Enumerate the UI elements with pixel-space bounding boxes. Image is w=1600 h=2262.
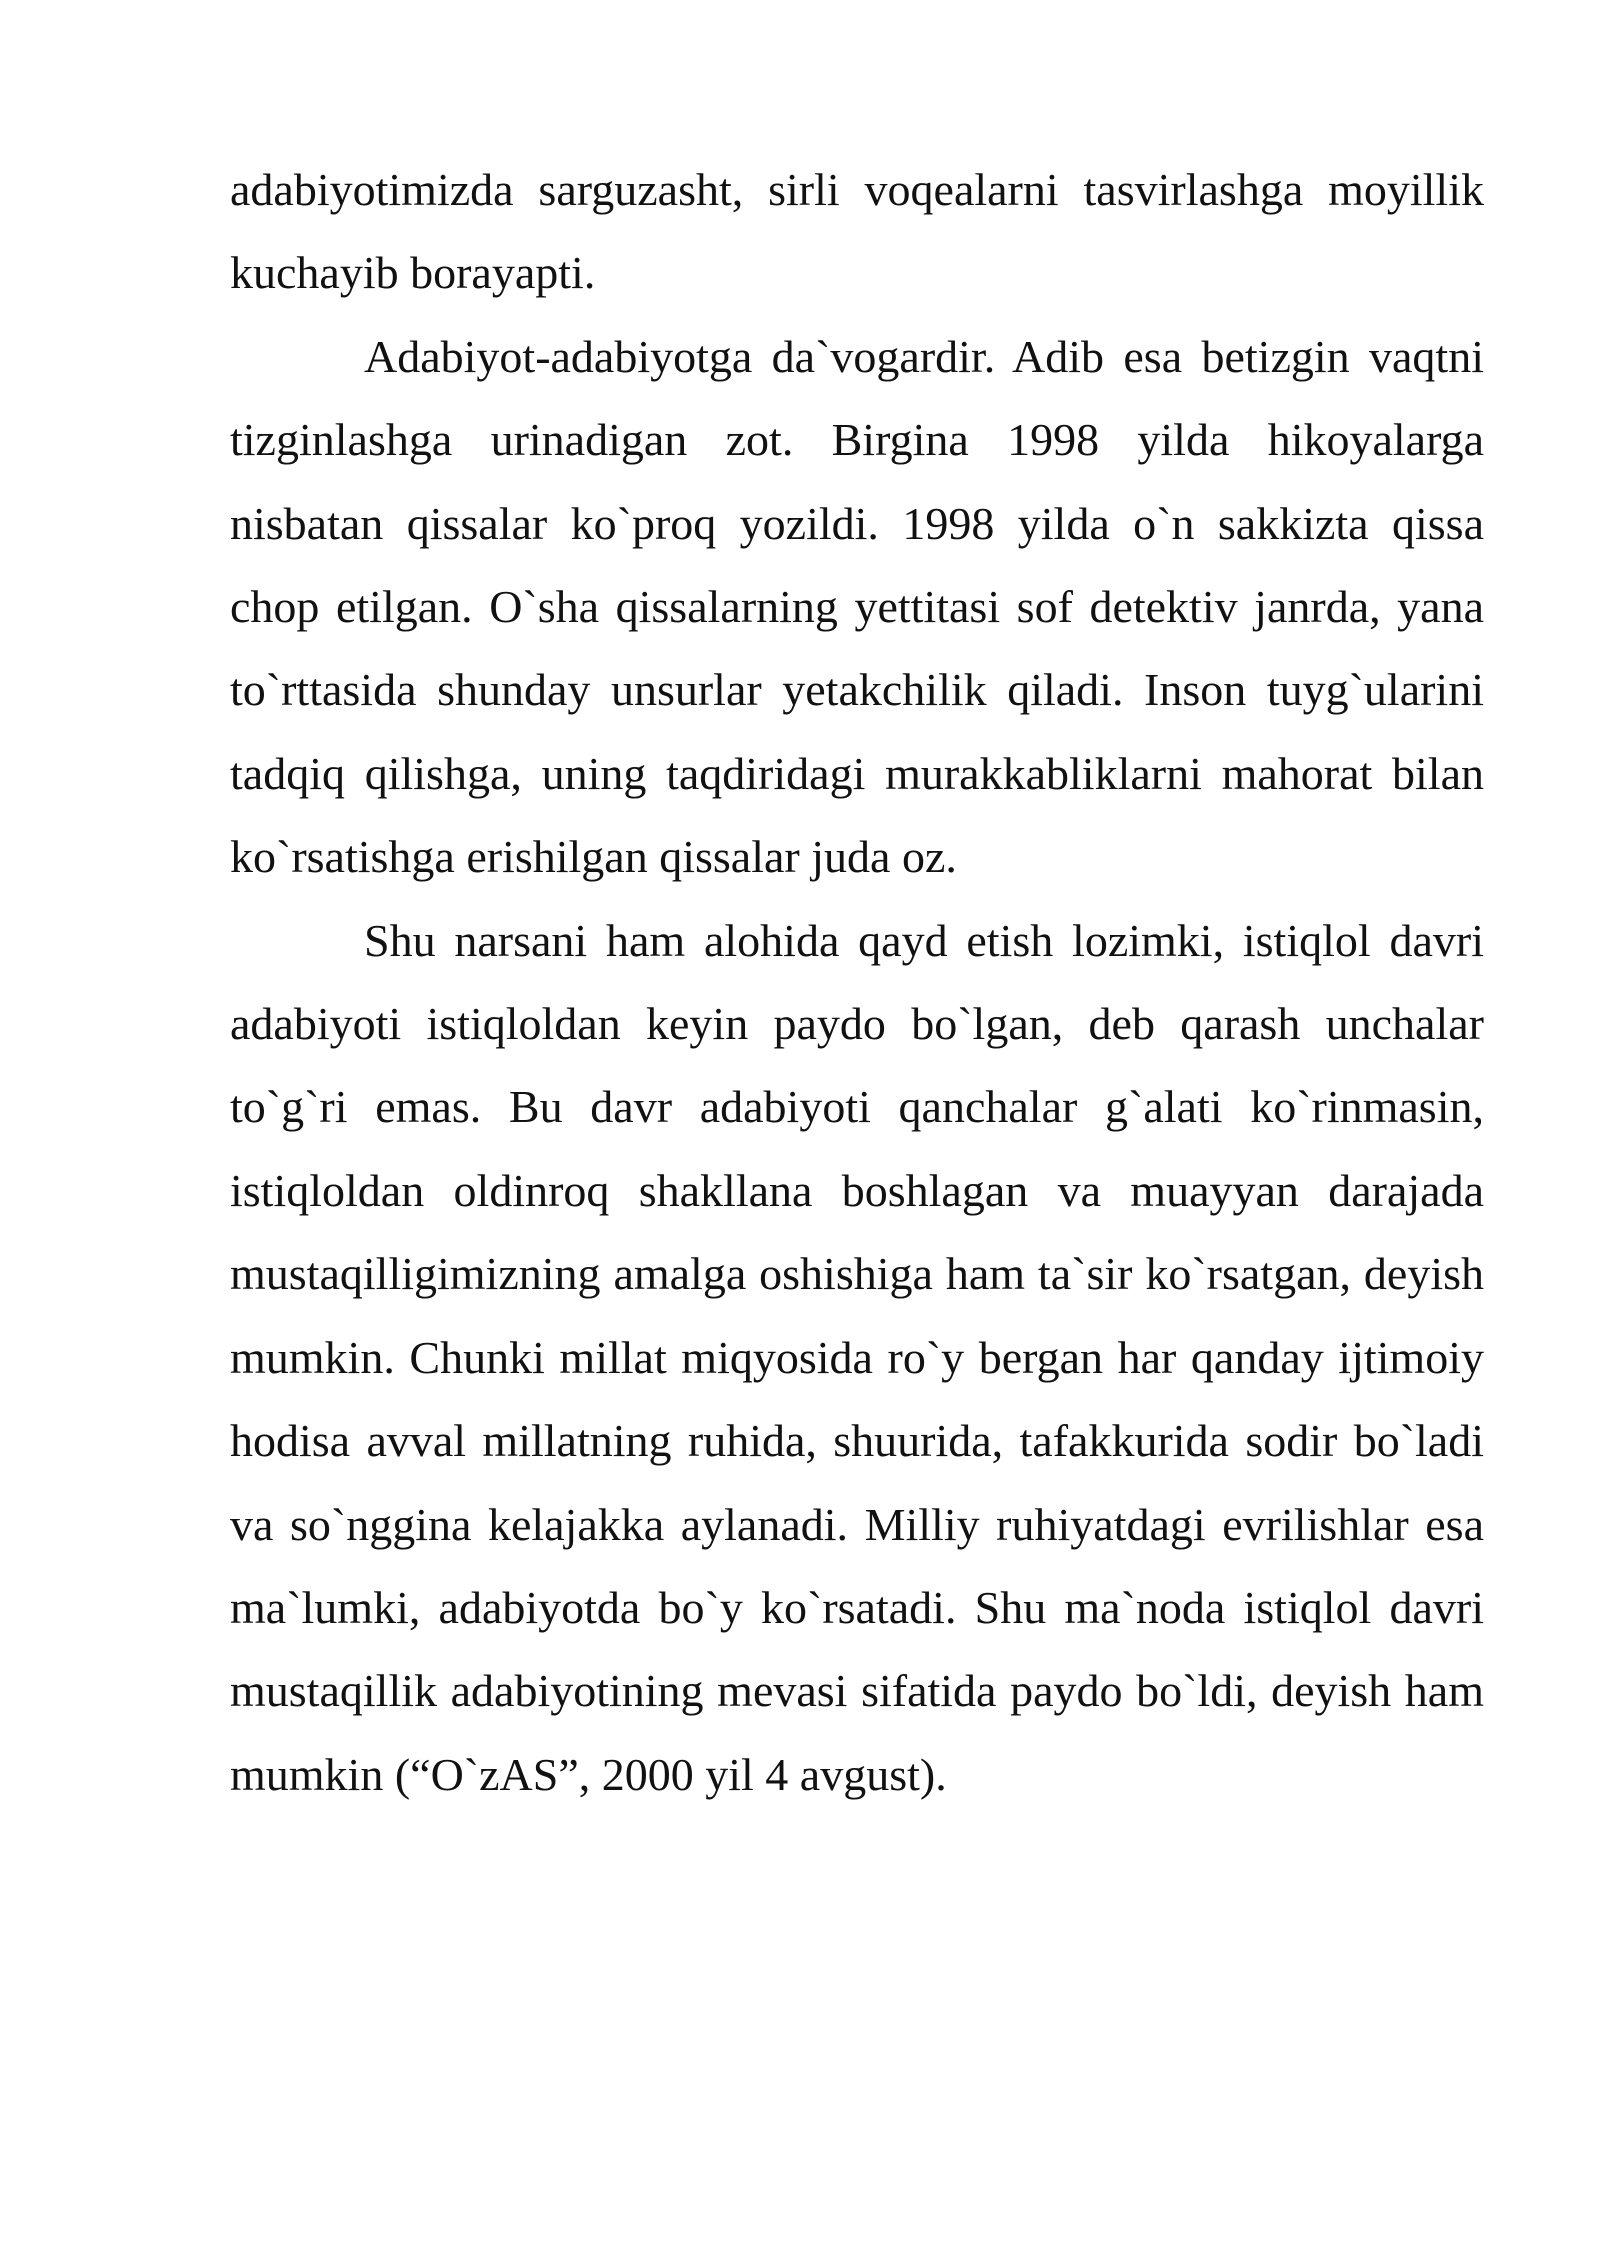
document-body — [230, 148, 1484, 1816]
paragraph-3: Shu narsani ham alohida qayd etish lozimki, istiqlol davri adabiyoti istiqloldan keyin paydo bo`lgan, deb qarash unchalar to`g`ri emas. Bu davr adabiyoti qanchalar g`alati ko`rinmasin, istiqloldan oldinroq shakllana boshlagan va muayyan darajada mustaqilligimizning amalga oshishiga ham ta`sir ko`rsatgan, deyish mumkin. Chunki millat miqyosida ro`y bergan har qanday ijtimoiy hodisa avval millatning ruhida, shuurida, tafakkurida sodir bo`ladi va so`nggina kelajakka aylanadi. Milliy ruhiyatdagi evrilishlar esa ma`lumki, adabiyotda bo`y ko`rsatadi. Shu ma`noda istiqlol davri mustaqillik adabiyotining mevasi sifatida paydo bo`ldi, deyish ham mumkin (“O`zAS”, 2000 yil 4 avgust). — [230, 914, 1484, 1800]
paragraph-2: Adabiyot-adabiyotga da`vogardir. Adib esa betizgin vaqtni tizginlashga urinadigan zot. Birgina 1998 yilda hikoyalarga nisbatan qissalar ko`proq yozildi. 1998 yilda o`n sakkizta qissa chop etilgan. O`sha qissalarning yettitasi sof detektiv janrda, yana to`rttasida shunday unsurlar yetakchilik qiladi. Inson tuyg`ularini tadqiq qilishga, uning taqdiridagi murakkabliklarni mahorat bilan ko`rsatishga erishilgan qissalar juda oz. — [230, 330, 1484, 883]
paragraph-1: adabiyotimizda sarguzasht, sirli voqealarni tasvirlashga moyillik kuchayib borayapti. — [230, 164, 1484, 299]
